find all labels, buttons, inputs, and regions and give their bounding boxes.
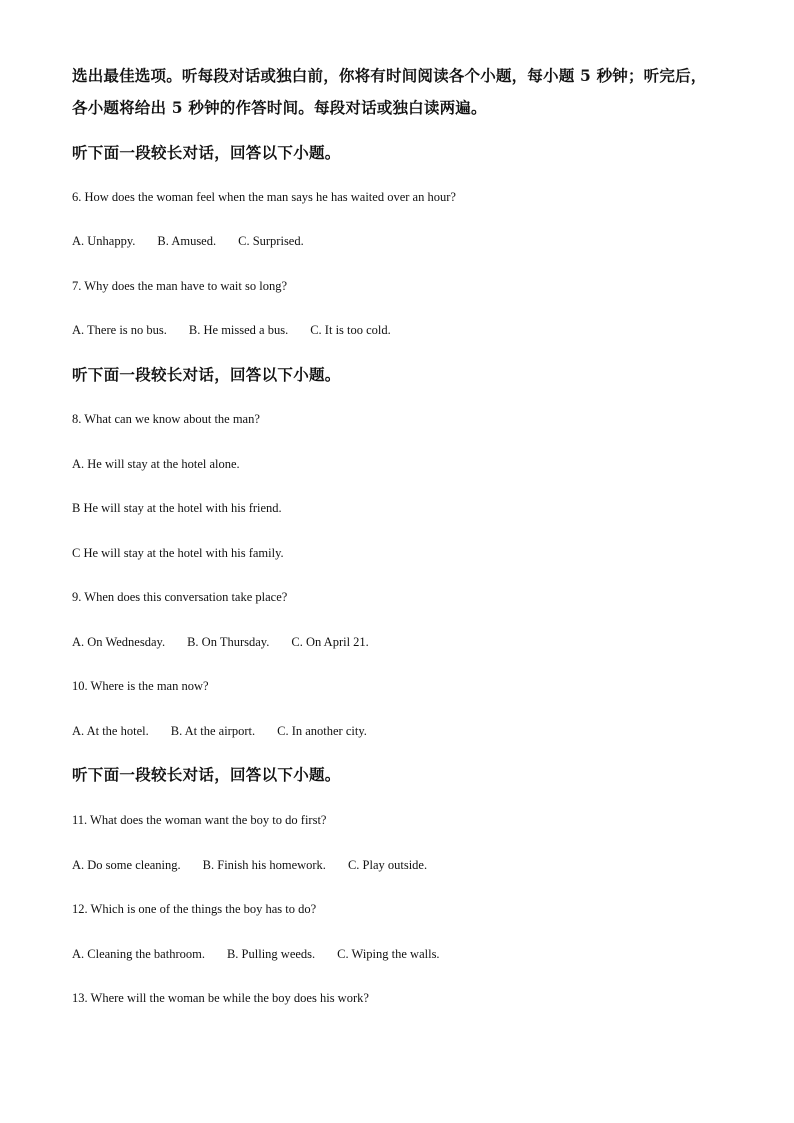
option-c: C. Surprised.	[238, 234, 304, 248]
question-8: 8. What can we know about the man?	[72, 412, 260, 426]
question-9-options	[72, 632, 369, 652]
question-9: 9. When does this conversation take place?	[72, 590, 288, 604]
option-a: A. Do some cleaning.	[72, 858, 181, 872]
option-c: C. It is too cold.	[310, 323, 391, 337]
option-a: A. At the hotel.	[72, 724, 149, 738]
option-b: B. He missed a bus.	[188, 323, 289, 337]
section-heading: 听下面一段较长对话，回答以下小题。	[72, 765, 341, 784]
question-8-option-a: A. He will stay at the hotel alone.	[72, 457, 240, 471]
option-b: B. Finish his homework.	[202, 858, 326, 872]
option-a: A. There is no bus.	[72, 323, 167, 337]
question-12-options	[72, 944, 440, 964]
option-a: A. Unhappy.	[72, 234, 136, 248]
question-6-options	[72, 231, 304, 251]
instructions-line-2: 各小题将给出 5 秒钟的作答时间。每段对话或独白读两遍。	[72, 98, 487, 117]
question-10: 10. Where is the man now?	[72, 679, 209, 693]
question-6: 6. How does the woman feel when the man says he has waited over an hour?	[72, 190, 456, 204]
question-10-options	[72, 721, 367, 741]
option-b: B. On Thursday.	[187, 635, 270, 649]
question-11-options	[72, 855, 427, 875]
option-c: C. On April 21.	[291, 635, 369, 649]
option-b: B. At the airport.	[170, 724, 256, 738]
question-7: 7. Why does the man have to wait so long?	[72, 279, 288, 293]
question-7-options	[72, 320, 391, 340]
option-c: C. In another city.	[277, 724, 367, 738]
question-12: 12. Which is one of the things the boy has to do?	[72, 902, 317, 916]
option-a: A. Cleaning the bathroom.	[72, 947, 205, 961]
question-8-option-b: B He will stay at the hotel with his friend.	[72, 501, 282, 515]
section-heading: 听下面一段较长对话，回答以下小题。	[72, 365, 341, 384]
option-b: B. Amused.	[157, 234, 217, 248]
question-11: 11. What does the woman want the boy to do first?	[72, 813, 327, 827]
question-13: 13. Where will the woman be while the boy does his work?	[72, 991, 369, 1005]
option-c: C. Wiping the walls.	[337, 947, 440, 961]
section-heading: 听下面一段较长对话，回答以下小题。	[72, 143, 341, 162]
instructions-line-1: 选出最佳选项。听每段对话或独白前，你将有时间阅读各个小题，每小题 5 秒钟；听完后，	[72, 66, 707, 85]
question-8-option-c: C He will stay at the hotel with his family.	[72, 546, 284, 560]
option-b: B. Pulling weeds.	[226, 947, 316, 961]
option-a: A. On Wednesday.	[72, 635, 166, 649]
option-c: C. Play outside.	[347, 858, 428, 872]
